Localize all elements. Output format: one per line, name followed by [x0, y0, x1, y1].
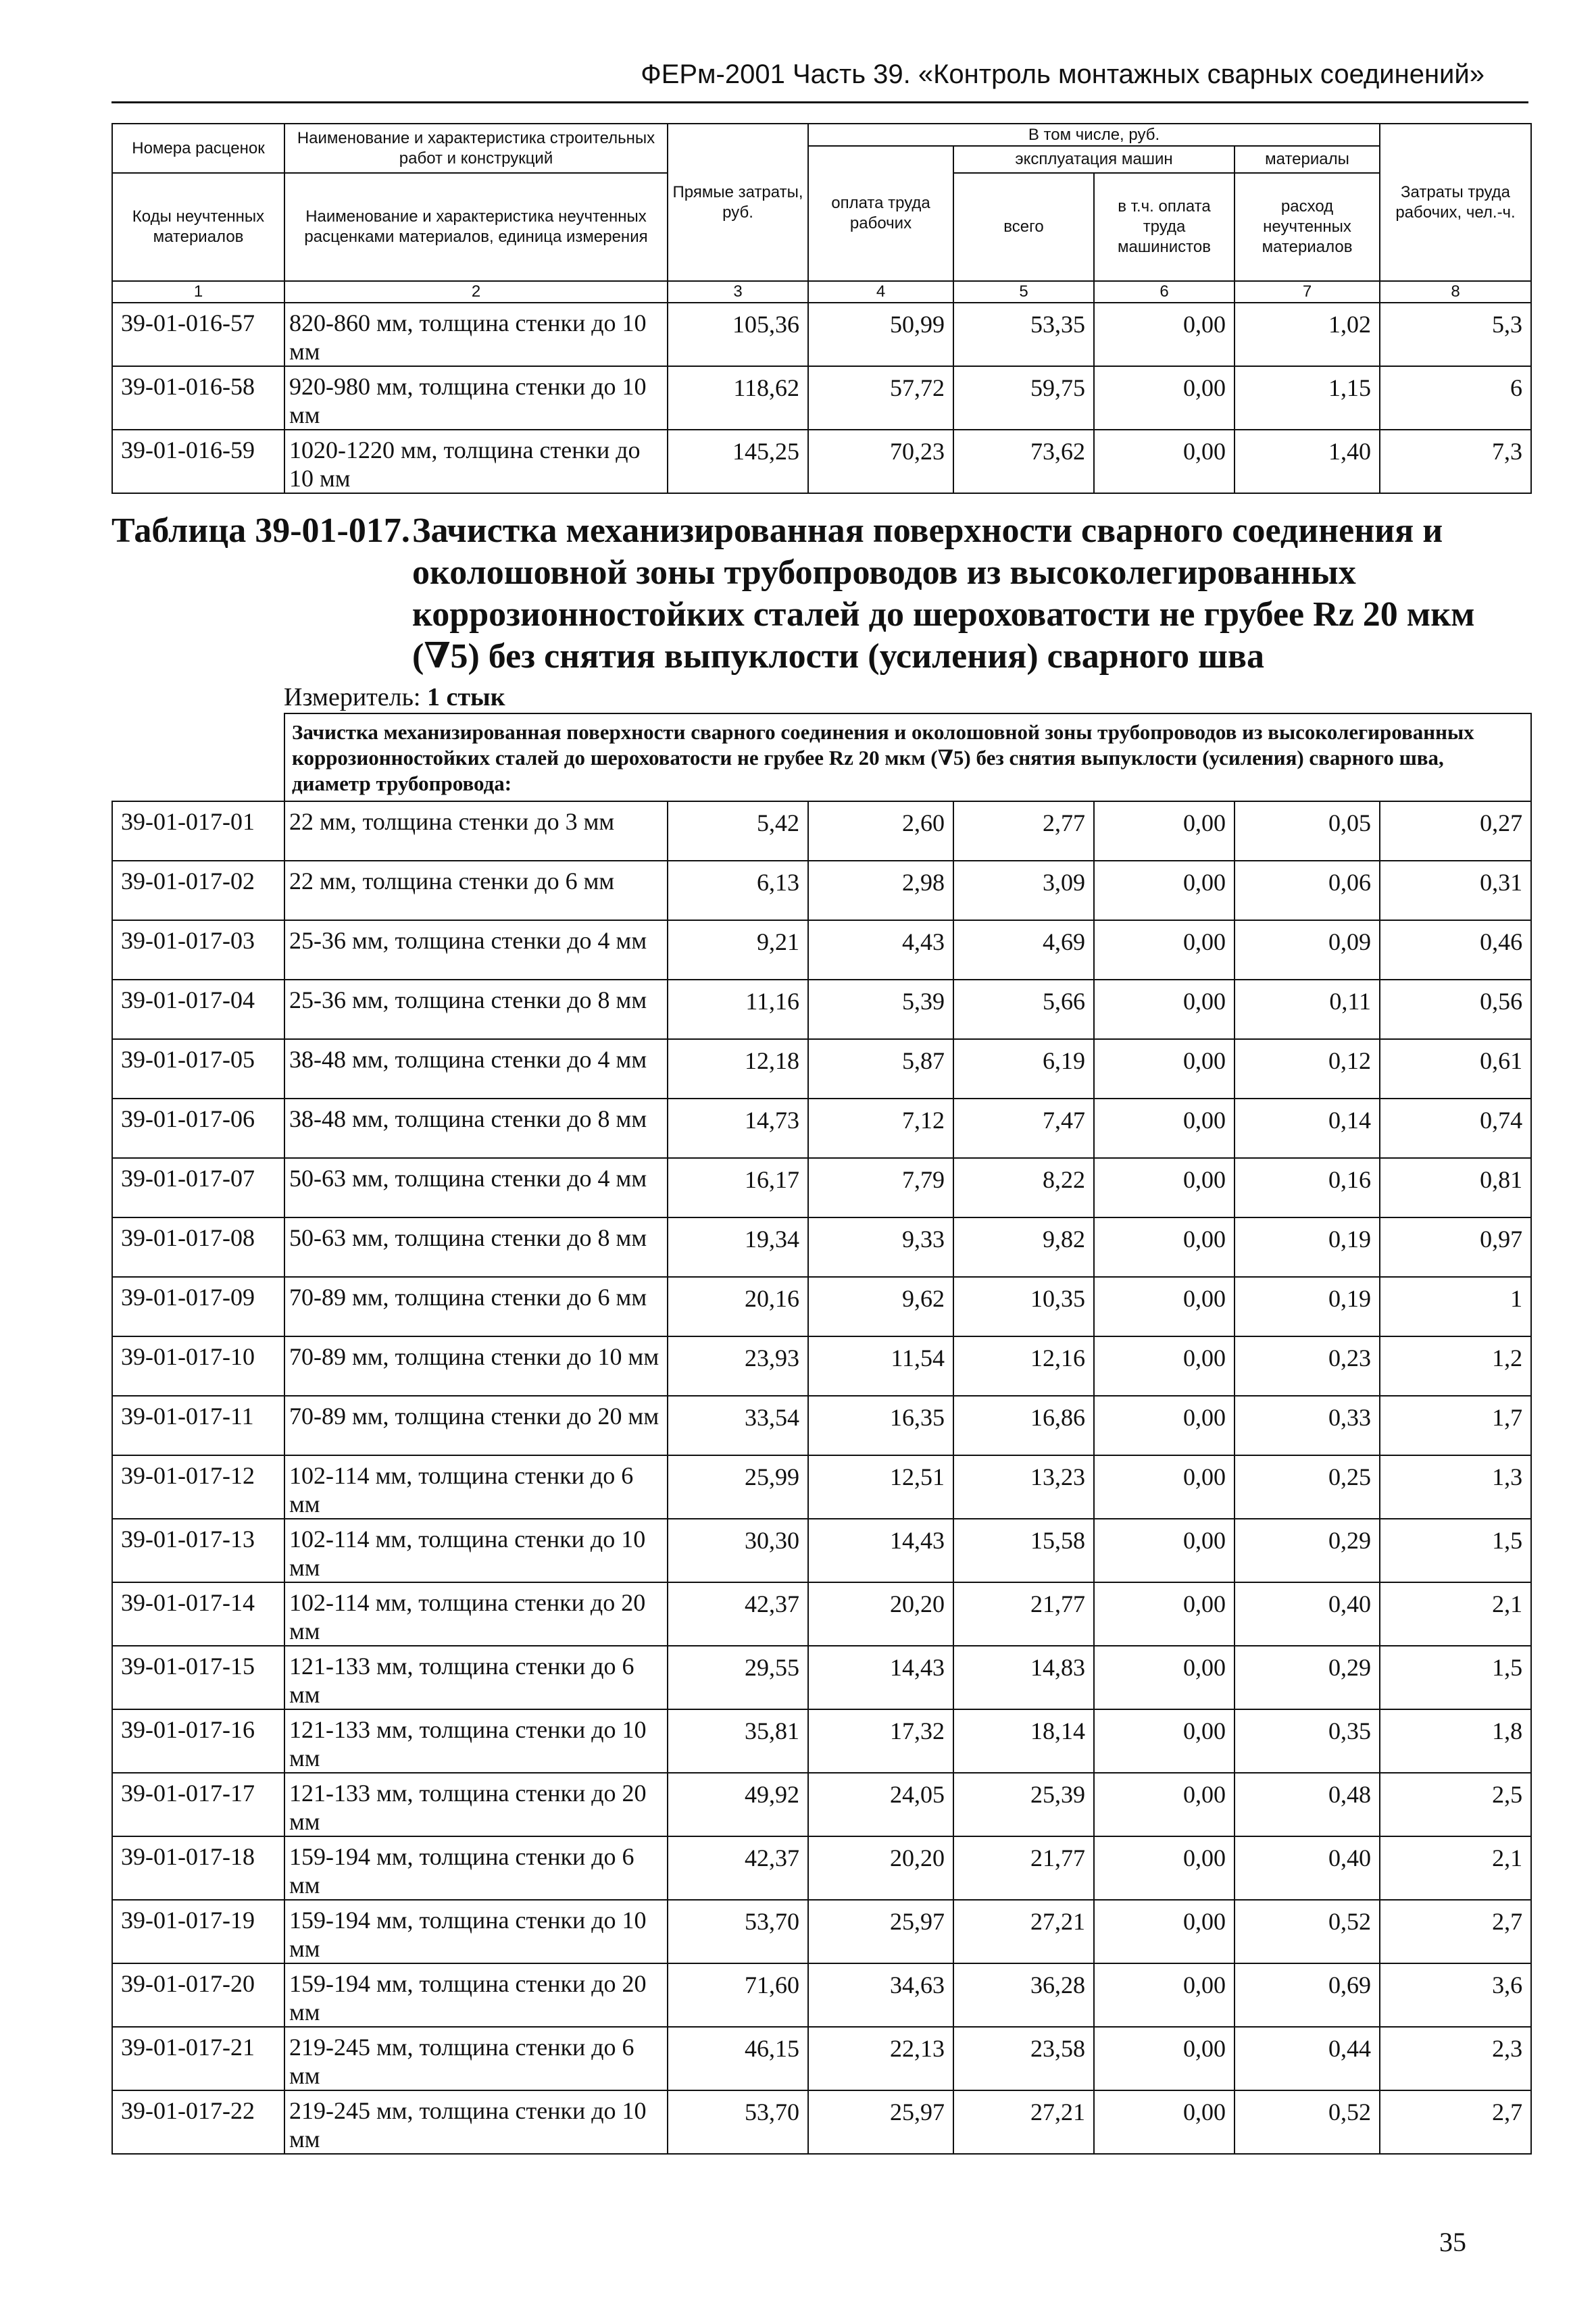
materials-consumption: 0,35	[1235, 1709, 1380, 1773]
operator-pay: 0,00	[1094, 1396, 1235, 1455]
materials-consumption: 0,69	[1235, 1963, 1380, 2027]
worker-pay: 24,05	[808, 1773, 953, 1836]
work-description: 38-48 мм, толщина стенки до 8 мм	[284, 1099, 668, 1158]
work-description: 38-48 мм, толщина стенки до 4 мм	[284, 1039, 668, 1099]
direct-costs: 49,92	[668, 1773, 808, 1836]
materials-consumption: 0,33	[1235, 1396, 1380, 1455]
rate-code: 39-01-016-58	[112, 366, 284, 430]
rate-code: 39-01-017-01	[112, 801, 284, 861]
labor-costs: 2,7	[1380, 2090, 1531, 2154]
machines-total: 5,66	[953, 980, 1094, 1039]
direct-costs: 14,73	[668, 1099, 808, 1158]
table-row	[112, 1455, 1531, 1519]
direct-costs: 30,30	[668, 1519, 808, 1582]
table-row	[112, 1709, 1531, 1773]
materials-consumption: 0,16	[1235, 1158, 1380, 1217]
labor-costs: 2,5	[1380, 1773, 1531, 1836]
worker-pay: 57,72	[808, 366, 953, 430]
work-description: 121-133 мм, толщина стенки до 6 мм	[284, 1646, 668, 1709]
header-machines-total: всего	[953, 173, 1094, 281]
col-num-1: 1	[112, 281, 284, 303]
col-num-2: 2	[284, 281, 668, 303]
labor-costs: 1,8	[1380, 1709, 1531, 1773]
table-row	[112, 1773, 1531, 1836]
worker-pay: 11,54	[808, 1336, 953, 1396]
worker-pay: 17,32	[808, 1709, 953, 1773]
worker-pay: 20,20	[808, 1582, 953, 1646]
rate-code: 39-01-017-06	[112, 1099, 284, 1158]
worker-pay: 20,20	[808, 1836, 953, 1900]
worker-pay: 2,60	[808, 801, 953, 861]
table-row	[112, 2090, 1531, 2154]
labor-costs: 1,7	[1380, 1396, 1531, 1455]
col-num-8: 8	[1380, 281, 1531, 303]
materials-consumption: 0,11	[1235, 980, 1380, 1039]
worker-pay: 7,79	[808, 1158, 953, 1217]
labor-costs: 2,1	[1380, 1836, 1531, 1900]
work-description: 70-89 мм, толщина стенки до 20 мм	[284, 1396, 668, 1455]
materials-consumption: 0,44	[1235, 2027, 1380, 2090]
work-description: 121-133 мм, толщина стенки до 10 мм	[284, 1709, 668, 1773]
table-number: Таблица 39-01-017.	[111, 511, 410, 550]
header-rule	[111, 101, 1528, 103]
operator-pay: 0,00	[1094, 1277, 1235, 1336]
worker-pay: 9,62	[808, 1277, 953, 1336]
labor-costs: 2,7	[1380, 1900, 1531, 1963]
header-work-name: Наименование и характеристика строительных работ и конструкций	[284, 124, 668, 173]
operator-pay: 0,00	[1094, 1582, 1235, 1646]
col-num-7: 7	[1235, 281, 1380, 303]
direct-costs: 11,16	[668, 980, 808, 1039]
measure-label: Измеритель:	[284, 683, 421, 711]
operator-pay: 0,00	[1094, 1773, 1235, 1836]
header-operator-pay: в т.ч. оплата труда машинистов	[1094, 173, 1235, 281]
machines-total: 59,75	[953, 366, 1094, 430]
materials-consumption: 0,52	[1235, 2090, 1380, 2154]
table-row	[112, 1963, 1531, 2027]
worker-pay: 34,63	[808, 1963, 953, 2027]
operator-pay: 0,00	[1094, 920, 1235, 980]
machines-total: 9,82	[953, 1217, 1094, 1277]
header-unaccounted-materials: расход неучтенных материалов	[1235, 173, 1380, 281]
table-row	[112, 1158, 1531, 1217]
rate-code: 39-01-017-09	[112, 1277, 284, 1336]
header-material-codes: Коды неучтенных материалов	[112, 173, 284, 281]
direct-costs: 25,99	[668, 1455, 808, 1519]
machines-total: 4,69	[953, 920, 1094, 980]
worker-pay: 25,97	[808, 2090, 953, 2154]
rate-code: 39-01-017-19	[112, 1900, 284, 1963]
operator-pay: 0,00	[1094, 1039, 1235, 1099]
rate-code: 39-01-017-21	[112, 2027, 284, 2090]
labor-costs: 1	[1380, 1277, 1531, 1336]
header-direct-costs: Прямые затраты, руб.	[668, 124, 808, 281]
rate-code: 39-01-017-17	[112, 1773, 284, 1836]
work-description: 1020-1220 мм, толщина стенки до 10 мм	[284, 430, 668, 493]
labor-costs: 3,6	[1380, 1963, 1531, 2027]
table-row	[112, 1396, 1531, 1455]
operator-pay: 0,00	[1094, 1217, 1235, 1277]
table-header	[112, 124, 1531, 303]
labor-costs: 0,81	[1380, 1158, 1531, 1217]
worker-pay: 14,43	[808, 1519, 953, 1582]
direct-costs: 16,17	[668, 1158, 808, 1217]
table-row	[112, 861, 1531, 920]
direct-costs: 118,62	[668, 366, 808, 430]
direct-costs: 6,13	[668, 861, 808, 920]
worker-pay: 70,23	[808, 430, 953, 493]
direct-costs: 105,36	[668, 303, 808, 366]
rate-code: 39-01-017-16	[112, 1709, 284, 1773]
worker-pay: 7,12	[808, 1099, 953, 1158]
machines-total: 14,83	[953, 1646, 1094, 1709]
worker-pay: 12,51	[808, 1455, 953, 1519]
rate-code: 39-01-016-59	[112, 430, 284, 493]
labor-costs: 5,3	[1380, 303, 1531, 366]
machines-total: 27,21	[953, 1900, 1094, 1963]
materials-consumption: 1,15	[1235, 366, 1380, 430]
labor-costs: 2,3	[1380, 2027, 1531, 2090]
machines-total: 15,58	[953, 1519, 1094, 1582]
table-row	[112, 303, 1531, 366]
operator-pay: 0,00	[1094, 980, 1235, 1039]
labor-costs: 0,97	[1380, 1217, 1531, 1277]
table-row	[112, 2027, 1531, 2090]
work-description: 820-860 мм, толщина стенки до 10 мм	[284, 303, 668, 366]
worker-pay: 9,33	[808, 1217, 953, 1277]
worker-pay: 4,43	[808, 920, 953, 980]
operator-pay: 0,00	[1094, 1455, 1235, 1519]
table-row	[112, 1039, 1531, 1099]
operator-pay: 0,00	[1094, 430, 1235, 493]
rate-code: 39-01-017-03	[112, 920, 284, 980]
operator-pay: 0,00	[1094, 2090, 1235, 2154]
work-description: 70-89 мм, толщина стенки до 6 мм	[284, 1277, 668, 1336]
materials-consumption: 0,40	[1235, 1836, 1380, 1900]
machines-total: 73,62	[953, 430, 1094, 493]
work-description: 50-63 мм, толщина стенки до 4 мм	[284, 1158, 668, 1217]
labor-costs: 0,27	[1380, 801, 1531, 861]
operator-pay: 0,00	[1094, 1336, 1235, 1396]
work-description: 159-194 мм, толщина стенки до 20 мм	[284, 1963, 668, 2027]
materials-consumption: 0,23	[1235, 1336, 1380, 1396]
rates-table	[111, 713, 1532, 2155]
operator-pay: 0,00	[1094, 1099, 1235, 1158]
header-materials: материалы	[1235, 146, 1380, 173]
direct-costs: 29,55	[668, 1646, 808, 1709]
operator-pay: 0,00	[1094, 1519, 1235, 1582]
machines-total: 18,14	[953, 1709, 1094, 1773]
work-description: 920-980 мм, толщина стенки до 10 мм	[284, 366, 668, 430]
machines-total: 25,39	[953, 1773, 1094, 1836]
table-row	[112, 801, 1531, 861]
worker-pay: 16,35	[808, 1396, 953, 1455]
worker-pay: 50,99	[808, 303, 953, 366]
worker-pay: 5,87	[808, 1039, 953, 1099]
section-title	[111, 510, 1530, 678]
work-description: 219-245 мм, толщина стенки до 6 мм	[284, 2027, 668, 2090]
direct-costs: 12,18	[668, 1039, 808, 1099]
machines-total: 53,35	[953, 303, 1094, 366]
worker-pay: 5,39	[808, 980, 953, 1039]
materials-consumption: 0,19	[1235, 1277, 1380, 1336]
rate-code: 39-01-017-05	[112, 1039, 284, 1099]
labor-costs: 0,56	[1380, 980, 1531, 1039]
materials-consumption: 1,02	[1235, 303, 1380, 366]
rate-code: 39-01-017-13	[112, 1519, 284, 1582]
work-description: 159-194 мм, толщина стенки до 6 мм	[284, 1836, 668, 1900]
table-row	[112, 430, 1531, 493]
rate-code: 39-01-017-20	[112, 1963, 284, 2027]
machines-total: 7,47	[953, 1099, 1094, 1158]
table-row	[112, 1900, 1531, 1963]
col-num-6: 6	[1094, 281, 1235, 303]
operator-pay: 0,00	[1094, 1709, 1235, 1773]
labor-costs: 0,31	[1380, 861, 1531, 920]
direct-costs: 5,42	[668, 801, 808, 861]
col-num-3: 3	[668, 281, 808, 303]
machines-total: 10,35	[953, 1277, 1094, 1336]
work-description: 25-36 мм, толщина стенки до 8 мм	[284, 980, 668, 1039]
direct-costs: 53,70	[668, 1900, 808, 1963]
labor-costs: 0,61	[1380, 1039, 1531, 1099]
direct-costs: 33,54	[668, 1396, 808, 1455]
rate-code: 39-01-017-14	[112, 1582, 284, 1646]
rate-code: 39-01-017-07	[112, 1158, 284, 1217]
machines-total: 6,19	[953, 1039, 1094, 1099]
direct-costs: 9,21	[668, 920, 808, 980]
operator-pay: 0,00	[1094, 1158, 1235, 1217]
header-machines: эксплуатация машин	[953, 146, 1235, 173]
machines-total: 13,23	[953, 1455, 1094, 1519]
direct-costs: 35,81	[668, 1709, 808, 1773]
table-row	[112, 1336, 1531, 1396]
worker-pay: 25,97	[808, 1900, 953, 1963]
table-row	[112, 1519, 1531, 1582]
table-row	[112, 1646, 1531, 1709]
work-description: 102-114 мм, толщина стенки до 6 мм	[284, 1455, 668, 1519]
materials-consumption: 1,40	[1235, 430, 1380, 493]
materials-consumption: 0,14	[1235, 1099, 1380, 1158]
operator-pay: 0,00	[1094, 1900, 1235, 1963]
materials-consumption: 0,19	[1235, 1217, 1380, 1277]
table-title: Зачистка механизированная поверхности сварного соединения и околошовной зоны трубопроводов из высоколегированных коррозионностойких сталей до шероховатости не грубее Rz 20 мкм (∇5) без снятия выпуклости (усиления) сварного шва	[412, 511, 1475, 676]
operator-pay: 0,00	[1094, 861, 1235, 920]
header-including-group: В том числе, руб.	[808, 124, 1380, 146]
worker-pay: 14,43	[808, 1646, 953, 1709]
page-number: 35	[1439, 2227, 1466, 2257]
direct-costs: 19,34	[668, 1217, 808, 1277]
operator-pay: 0,00	[1094, 366, 1235, 430]
direct-costs: 42,37	[668, 1582, 808, 1646]
operator-pay: 0,00	[1094, 1646, 1235, 1709]
machines-total: 21,77	[953, 1836, 1094, 1900]
rate-code: 39-01-017-15	[112, 1646, 284, 1709]
rate-code: 39-01-017-11	[112, 1396, 284, 1455]
header-rate-numbers: Номера расценок	[112, 124, 284, 173]
direct-costs: 42,37	[668, 1836, 808, 1900]
machines-total: 3,09	[953, 861, 1094, 920]
table-row	[112, 980, 1531, 1039]
col-num-4: 4	[808, 281, 953, 303]
rates-table-body	[112, 713, 1531, 2154]
col-num-5: 5	[953, 281, 1094, 303]
labor-costs: 6	[1380, 366, 1531, 430]
operator-pay: 0,00	[1094, 801, 1235, 861]
materials-consumption: 0,25	[1235, 1455, 1380, 1519]
column-numbers-row	[112, 281, 1531, 303]
header-labor-costs: Затраты труда рабочих, чел.-ч.	[1380, 124, 1531, 281]
machines-total: 36,28	[953, 1963, 1094, 2027]
table-intro-row	[112, 713, 1531, 801]
top-rates-table	[111, 123, 1532, 494]
machines-total: 27,21	[953, 2090, 1094, 2154]
labor-costs: 0,46	[1380, 920, 1531, 980]
table-row	[112, 1217, 1531, 1277]
materials-consumption: 0,09	[1235, 920, 1380, 980]
operator-pay: 0,00	[1094, 2027, 1235, 2090]
work-description: 121-133 мм, толщина стенки до 20 мм	[284, 1773, 668, 1836]
machines-total: 12,16	[953, 1336, 1094, 1396]
rate-code: 39-01-017-02	[112, 861, 284, 920]
work-description: 219-245 мм, толщина стенки до 10 мм	[284, 2090, 668, 2154]
machines-total: 23,58	[953, 2027, 1094, 2090]
header-material-name: Наименование и характеристика неучтенных расценками материалов, единица измерения	[284, 173, 668, 281]
work-description: 25-36 мм, толщина стенки до 4 мм	[284, 920, 668, 980]
table-row	[112, 920, 1531, 980]
labor-costs: 2,1	[1380, 1582, 1531, 1646]
work-description: 50-63 мм, толщина стенки до 8 мм	[284, 1217, 668, 1277]
materials-consumption: 0,12	[1235, 1039, 1380, 1099]
machines-total: 8,22	[953, 1158, 1094, 1217]
labor-costs: 1,2	[1380, 1336, 1531, 1396]
measure-unit	[284, 682, 505, 712]
rate-code: 39-01-017-12	[112, 1455, 284, 1519]
table-row	[112, 1277, 1531, 1336]
work-description: 159-194 мм, толщина стенки до 10 мм	[284, 1900, 668, 1963]
work-description: 22 мм, толщина стенки до 3 мм	[284, 801, 668, 861]
work-description: 70-89 мм, толщина стенки до 10 мм	[284, 1336, 668, 1396]
materials-consumption: 0,29	[1235, 1519, 1380, 1582]
labor-costs: 7,3	[1380, 430, 1531, 493]
materials-consumption: 0,48	[1235, 1773, 1380, 1836]
materials-consumption: 0,06	[1235, 861, 1380, 920]
measure-value: 1 стык	[427, 683, 505, 711]
direct-costs: 23,93	[668, 1336, 808, 1396]
work-description: 22 мм, толщина стенки до 6 мм	[284, 861, 668, 920]
operator-pay: 0,00	[1094, 1963, 1235, 2027]
direct-costs: 145,25	[668, 430, 808, 493]
header-worker-pay: оплата труда рабочих	[808, 146, 953, 281]
materials-consumption: 0,40	[1235, 1582, 1380, 1646]
rate-code: 39-01-017-10	[112, 1336, 284, 1396]
running-header: ФЕРм-2001 Часть 39. «Контроль монтажных сварных соединений»	[641, 59, 1485, 89]
machines-total: 2,77	[953, 801, 1094, 861]
worker-pay: 2,98	[808, 861, 953, 920]
machines-total: 16,86	[953, 1396, 1094, 1455]
top-table-body	[112, 303, 1531, 493]
machines-total: 21,77	[953, 1582, 1094, 1646]
direct-costs: 71,60	[668, 1963, 808, 2027]
direct-costs: 20,16	[668, 1277, 808, 1336]
labor-costs: 1,5	[1380, 1646, 1531, 1709]
work-description: 102-114 мм, толщина стенки до 20 мм	[284, 1582, 668, 1646]
table-row	[112, 1582, 1531, 1646]
worker-pay: 22,13	[808, 2027, 953, 2090]
table-intro-text: Зачистка механизированная поверхности сварного соединения и околошовной зоны трубопроводов из высоколегированных коррозионностойких сталей до шероховатости не грубее Rz 20 мкм (∇5) без снятия выпуклости (усиления) сварного шва, диаметр трубопровода:	[284, 713, 1531, 801]
work-description: 102-114 мм, толщина стенки до 10 мм	[284, 1519, 668, 1582]
materials-consumption: 0,29	[1235, 1646, 1380, 1709]
rate-code: 39-01-016-57	[112, 303, 284, 366]
labor-costs: 1,3	[1380, 1455, 1531, 1519]
rate-code: 39-01-017-22	[112, 2090, 284, 2154]
direct-costs: 53,70	[668, 2090, 808, 2154]
table-row	[112, 1099, 1531, 1158]
rate-code: 39-01-017-08	[112, 1217, 284, 1277]
direct-costs: 46,15	[668, 2027, 808, 2090]
rate-code: 39-01-017-18	[112, 1836, 284, 1900]
labor-costs: 1,5	[1380, 1519, 1531, 1582]
operator-pay: 0,00	[1094, 1836, 1235, 1900]
materials-consumption: 0,05	[1235, 801, 1380, 861]
rate-code: 39-01-017-04	[112, 980, 284, 1039]
materials-consumption: 0,52	[1235, 1900, 1380, 1963]
table-row	[112, 366, 1531, 430]
operator-pay: 0,00	[1094, 303, 1235, 366]
labor-costs: 0,74	[1380, 1099, 1531, 1158]
table-row	[112, 1836, 1531, 1900]
